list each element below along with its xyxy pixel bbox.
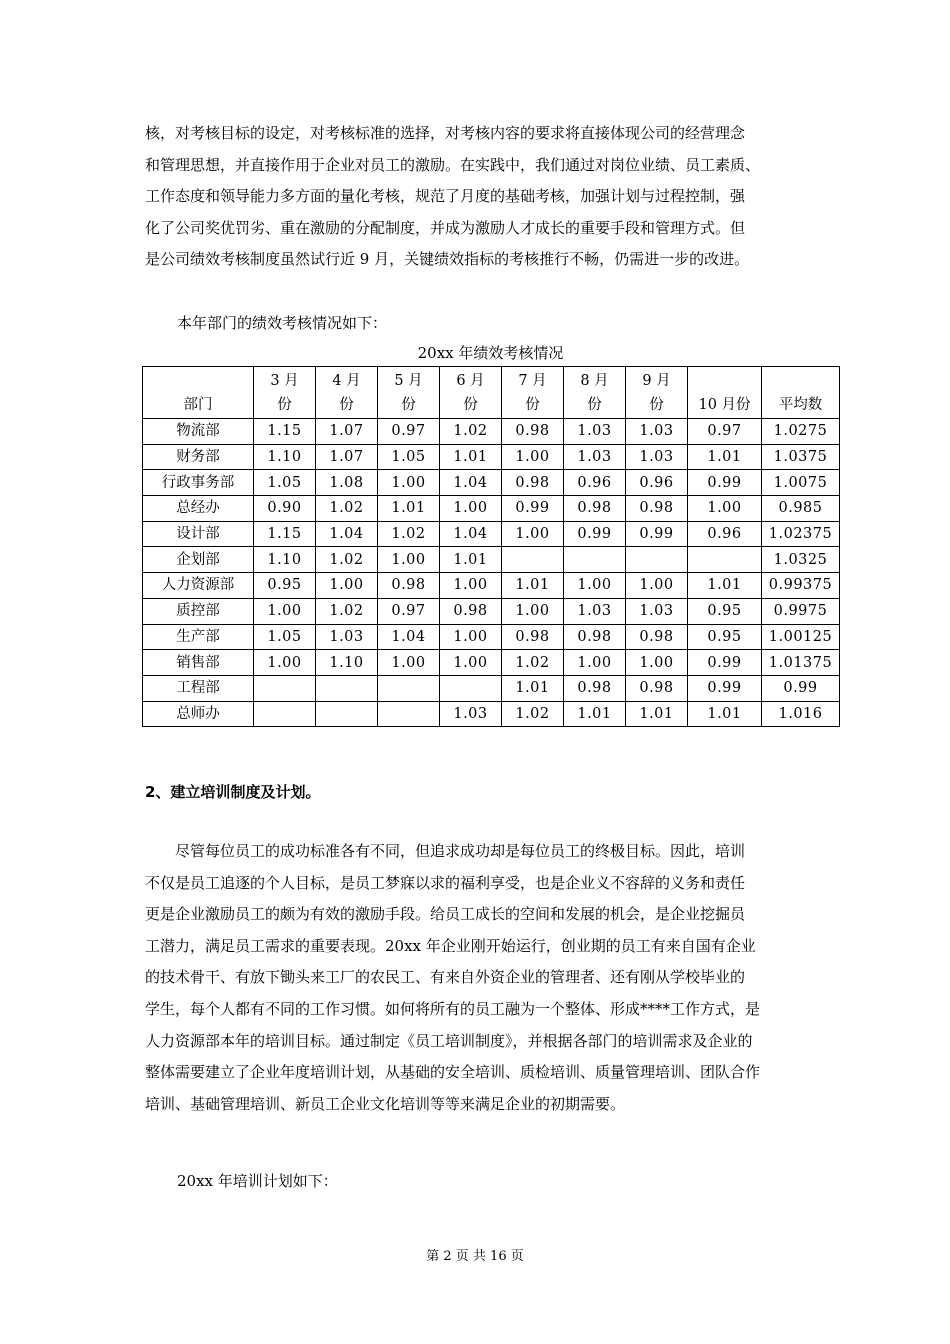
score-cell: 1.016 bbox=[762, 701, 840, 727]
score-cell: 0.98 bbox=[564, 675, 626, 701]
score-cell: 0.98 bbox=[502, 624, 564, 650]
score-cell: 1.00 bbox=[254, 650, 316, 676]
score-cell: 1.03 bbox=[626, 598, 688, 624]
score-cell: 1.00 bbox=[502, 598, 564, 624]
department-cell: 总师办 bbox=[143, 701, 254, 727]
score-cell: 0.99 bbox=[688, 675, 762, 701]
score-cell: 1.0375 bbox=[762, 444, 840, 470]
score-cell bbox=[564, 547, 626, 573]
score-cell: 0.95 bbox=[254, 573, 316, 599]
score-cell: 1.01 bbox=[688, 701, 762, 727]
column-header bbox=[378, 367, 440, 419]
table-row bbox=[143, 470, 840, 496]
score-cell bbox=[254, 701, 316, 727]
column-header-line: 份 bbox=[525, 397, 540, 413]
score-cell: 1.00 bbox=[502, 444, 564, 470]
department-cell: 财务部 bbox=[143, 444, 254, 470]
table-row bbox=[143, 675, 840, 701]
column-header-line: 份 bbox=[401, 397, 416, 413]
score-cell: 1.05 bbox=[254, 470, 316, 496]
table-row bbox=[143, 598, 840, 624]
score-cell: 0.90 bbox=[254, 496, 316, 522]
score-cell bbox=[502, 547, 564, 573]
score-cell bbox=[378, 701, 440, 727]
table-body bbox=[143, 419, 840, 727]
column-header bbox=[564, 367, 626, 419]
score-cell: 1.00 bbox=[316, 573, 378, 599]
column-header-line: 3 月 bbox=[270, 373, 299, 389]
column-header-line: 5 月 bbox=[394, 373, 423, 389]
table-header-row bbox=[143, 367, 840, 419]
score-cell: 1.02 bbox=[378, 521, 440, 547]
score-cell: 1.01 bbox=[378, 496, 440, 522]
paragraph-line: 和管理思想，并直接作用于企业对员工的激励。在实践中，我们通过对岗位业绩、员工素质、 bbox=[145, 155, 761, 174]
paragraph-line: 是公司绩效考核制度虽然试行近 9 月，关键绩效指标的考核推行不畅，仍需进一步的改进。 bbox=[145, 250, 750, 269]
score-cell: 0.98 bbox=[626, 496, 688, 522]
score-cell: 1.10 bbox=[254, 547, 316, 573]
score-cell: 1.01 bbox=[502, 675, 564, 701]
score-cell: 0.95 bbox=[688, 598, 762, 624]
column-header bbox=[316, 367, 378, 419]
paragraph-line: 化了公司奖优罚劣、重在激励的分配制度，并成为激励人才成长的重要手段和管理方式。但 bbox=[145, 218, 746, 237]
score-cell bbox=[254, 675, 316, 701]
table-caption: 20xx 年绩效考核情况 bbox=[417, 344, 564, 362]
department-cell: 人力资源部 bbox=[143, 573, 254, 599]
table-row bbox=[143, 624, 840, 650]
column-header-line: 10 月份 bbox=[698, 397, 751, 413]
paragraph-line: 工潜力，满足员工需求的重要表现。20xx 年企业刚开始运行，创业期的员工有来自国有企业 bbox=[145, 936, 756, 955]
score-cell: 1.01 bbox=[502, 573, 564, 599]
page-footer: 第 2 页 共 16 页 bbox=[426, 1249, 524, 1264]
score-cell: 1.01375 bbox=[762, 650, 840, 676]
performance-table bbox=[142, 366, 840, 727]
score-cell: 1.02 bbox=[316, 598, 378, 624]
score-cell: 0.99 bbox=[688, 650, 762, 676]
table-row bbox=[143, 547, 840, 573]
score-cell: 0.98 bbox=[564, 624, 626, 650]
department-cell: 生产部 bbox=[143, 624, 254, 650]
score-cell: 1.0325 bbox=[762, 547, 840, 573]
score-cell: 1.00 bbox=[688, 496, 762, 522]
training-plan-intro: 20xx 年培训计划如下： bbox=[177, 1172, 338, 1190]
score-cell: 1.02 bbox=[316, 496, 378, 522]
column-header-line bbox=[688, 369, 761, 393]
score-cell: 0.98 bbox=[626, 675, 688, 701]
score-cell: 1.04 bbox=[440, 470, 502, 496]
score-cell: 1.01 bbox=[564, 701, 626, 727]
score-cell: 1.07 bbox=[316, 444, 378, 470]
score-cell: 1.00 bbox=[254, 598, 316, 624]
column-header-line: 份 bbox=[339, 397, 354, 413]
column-header-line: 7 月 bbox=[518, 373, 547, 389]
table-row bbox=[143, 419, 840, 445]
score-cell: 0.9975 bbox=[762, 598, 840, 624]
score-cell: 1.02375 bbox=[762, 521, 840, 547]
paragraph-training bbox=[145, 836, 805, 1120]
score-cell: 0.99375 bbox=[762, 573, 840, 599]
column-header bbox=[502, 367, 564, 419]
score-cell: 1.07 bbox=[316, 419, 378, 445]
score-cell: 0.95 bbox=[688, 624, 762, 650]
score-cell: 1.04 bbox=[316, 521, 378, 547]
score-cell: 1.10 bbox=[254, 444, 316, 470]
score-cell bbox=[440, 675, 502, 701]
column-header-line: 6 月 bbox=[456, 373, 485, 389]
column-header-line: 份 bbox=[463, 397, 478, 413]
column-header bbox=[762, 367, 840, 419]
table-row bbox=[143, 573, 840, 599]
table-row bbox=[143, 701, 840, 727]
column-header-line bbox=[762, 369, 839, 393]
score-cell: 1.03 bbox=[564, 444, 626, 470]
score-cell: 1.02 bbox=[502, 701, 564, 727]
score-cell: 1.10 bbox=[316, 650, 378, 676]
score-cell: 1.01 bbox=[440, 547, 502, 573]
paragraph-line: 工作态度和领导能力多方面的量化考核，规范了月度的基础考核，加强计划与过程控制，强 bbox=[145, 187, 746, 206]
department-cell: 工程部 bbox=[143, 675, 254, 701]
score-cell: 1.00125 bbox=[762, 624, 840, 650]
score-cell: 1.03 bbox=[316, 624, 378, 650]
score-cell: 0.99 bbox=[626, 521, 688, 547]
paragraph-line: 核，对考核目标的设定，对考核标准的选择，对考核内容的要求将直接体现公司的经营理念 bbox=[145, 124, 746, 142]
score-cell: 1.0075 bbox=[762, 470, 840, 496]
column-header-line: 份 bbox=[587, 397, 602, 413]
department-cell: 质控部 bbox=[143, 598, 254, 624]
score-cell: 1.00 bbox=[626, 573, 688, 599]
department-cell: 总经办 bbox=[143, 496, 254, 522]
table-intro-text: 本年部门的绩效考核情况如下： bbox=[177, 314, 388, 332]
paragraph-line: 学生，每个人都有不同的工作习惯。如何将所有的员工融为一个整体、形成****工作方式，是 bbox=[145, 999, 761, 1018]
column-header bbox=[440, 367, 502, 419]
table-row bbox=[143, 521, 840, 547]
department-cell: 设计部 bbox=[143, 521, 254, 547]
column-header bbox=[688, 367, 762, 419]
score-cell: 1.01 bbox=[688, 573, 762, 599]
column-header-line: 份 bbox=[649, 397, 664, 413]
score-cell: 0.96 bbox=[564, 470, 626, 496]
score-cell bbox=[378, 675, 440, 701]
score-cell: 0.985 bbox=[762, 496, 840, 522]
score-cell: 0.98 bbox=[502, 419, 564, 445]
score-cell: 0.97 bbox=[378, 419, 440, 445]
score-cell: 0.98 bbox=[564, 496, 626, 522]
column-header-line bbox=[143, 369, 253, 393]
score-cell: 1.00 bbox=[378, 650, 440, 676]
score-cell: 1.03 bbox=[564, 598, 626, 624]
paragraph-line: 不仅是员工追逐的个人目标，是员工梦寐以求的福利享受，也是企业义不容辞的义务和责任 bbox=[145, 873, 746, 892]
score-cell: 1.03 bbox=[626, 444, 688, 470]
score-cell: 1.02 bbox=[316, 547, 378, 573]
department-cell: 企划部 bbox=[143, 547, 254, 573]
score-cell: 0.96 bbox=[688, 521, 762, 547]
score-cell: 0.98 bbox=[626, 624, 688, 650]
paragraph-line: 培训、基础管理培训、新员工企业文化培训等等来满足企业的初期需要。 bbox=[145, 1094, 626, 1113]
column-header-line: 部门 bbox=[183, 397, 213, 413]
score-cell bbox=[316, 675, 378, 701]
department-cell: 物流部 bbox=[143, 419, 254, 445]
score-cell: 1.04 bbox=[378, 624, 440, 650]
score-cell: 1.05 bbox=[378, 444, 440, 470]
score-cell: 0.99 bbox=[688, 470, 762, 496]
department-cell: 行政事务部 bbox=[143, 470, 254, 496]
score-cell: 1.02 bbox=[440, 419, 502, 445]
score-cell: 1.00 bbox=[440, 624, 502, 650]
score-cell: 0.99 bbox=[502, 496, 564, 522]
column-header-line: 8 月 bbox=[580, 373, 609, 389]
column-header bbox=[626, 367, 688, 419]
section-heading: 2、建立培训制度及计划。 bbox=[145, 783, 321, 801]
table-row bbox=[143, 444, 840, 470]
score-cell: 0.98 bbox=[440, 598, 502, 624]
paragraph-line: 整体需要建立了企业年度培训计划，从基础的安全培训、质检培训、质量管理培训、团队合作 bbox=[145, 1063, 761, 1082]
score-cell: 0.99 bbox=[762, 675, 840, 701]
score-cell: 0.97 bbox=[378, 598, 440, 624]
score-cell: 1.03 bbox=[626, 419, 688, 445]
score-cell: 1.05 bbox=[254, 624, 316, 650]
department-cell: 销售部 bbox=[143, 650, 254, 676]
score-cell bbox=[688, 547, 762, 573]
score-cell bbox=[316, 701, 378, 727]
paragraph-performance bbox=[145, 118, 805, 276]
score-cell: 1.01 bbox=[626, 701, 688, 727]
score-cell: 1.00 bbox=[626, 650, 688, 676]
score-cell: 0.97 bbox=[688, 419, 762, 445]
table-row bbox=[143, 650, 840, 676]
column-header-line: 4 月 bbox=[332, 373, 361, 389]
paragraph-line: 尽管每位员工的成功标准各有不同，但追求成功却是每位员工的终极目标。因此，培训 bbox=[175, 842, 746, 860]
score-cell: 1.00 bbox=[564, 573, 626, 599]
column-header-line: 平均数 bbox=[778, 397, 823, 413]
score-cell: 1.00 bbox=[440, 496, 502, 522]
score-cell: 1.00 bbox=[440, 573, 502, 599]
score-cell: 1.01 bbox=[440, 444, 502, 470]
score-cell: 1.03 bbox=[440, 701, 502, 727]
score-cell: 1.02 bbox=[502, 650, 564, 676]
score-cell: 0.98 bbox=[502, 470, 564, 496]
score-cell bbox=[626, 547, 688, 573]
score-cell: 1.00 bbox=[378, 470, 440, 496]
score-cell: 1.08 bbox=[316, 470, 378, 496]
paragraph-line: 更是企业激励员工的颇为有效的激励手段。给员工成长的空间和发展的机会，是企业挖掘员 bbox=[145, 905, 746, 924]
column-header-line: 份 bbox=[277, 397, 292, 413]
table-row bbox=[143, 496, 840, 522]
score-cell: 0.99 bbox=[564, 521, 626, 547]
score-cell: 1.00 bbox=[440, 650, 502, 676]
score-cell: 1.15 bbox=[254, 419, 316, 445]
score-cell: 1.03 bbox=[564, 419, 626, 445]
score-cell: 1.01 bbox=[688, 444, 762, 470]
score-cell: 0.96 bbox=[626, 470, 688, 496]
score-cell: 0.98 bbox=[378, 573, 440, 599]
score-cell: 1.15 bbox=[254, 521, 316, 547]
column-header-line: 9 月 bbox=[642, 373, 671, 389]
column-header bbox=[254, 367, 316, 419]
score-cell: 1.0275 bbox=[762, 419, 840, 445]
column-header bbox=[143, 367, 254, 419]
score-cell: 1.00 bbox=[378, 547, 440, 573]
score-cell: 1.04 bbox=[440, 521, 502, 547]
paragraph-line: 的技术骨干、有放下锄头来工厂的农民工、有来自外资企业的管理者、还有刚从学校毕业的 bbox=[145, 968, 746, 987]
score-cell: 1.00 bbox=[564, 650, 626, 676]
paragraph-line: 人力资源部本年的培训目标。通过制定《员工培训制度》，并根据各部门的培训需求及企业的 bbox=[145, 1031, 753, 1050]
score-cell: 1.00 bbox=[502, 521, 564, 547]
